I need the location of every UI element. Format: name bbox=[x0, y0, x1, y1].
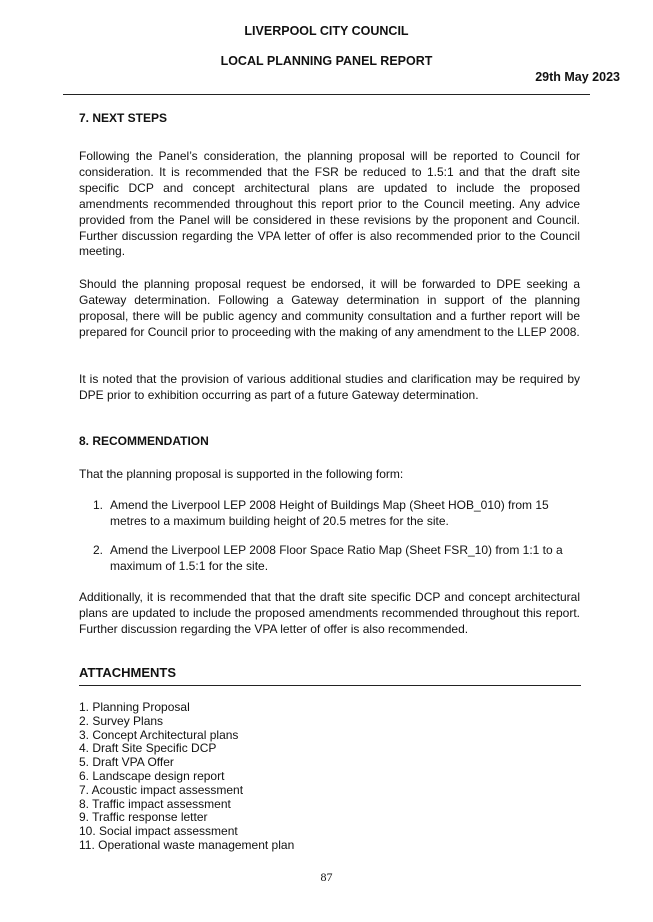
attachments-divider bbox=[79, 685, 581, 686]
page-number: 87 bbox=[320, 870, 333, 884]
list-item: 8. Traffic impact assessment bbox=[79, 796, 231, 811]
list-text: Amend the Liverpool LEP 2008 Floor Space Ratio Map (Sheet FSR_10) from 1:1 to a maximum of 1.5:1 for the site. bbox=[110, 543, 563, 573]
list-number: 2. bbox=[93, 543, 104, 557]
list-item: 4. Draft Site Specific DCP bbox=[79, 741, 217, 756]
header-divider bbox=[63, 94, 590, 95]
list-number: 1. bbox=[93, 498, 104, 512]
list-item: 5. Draft VPA Offer bbox=[79, 755, 174, 770]
list-item: 3. Concept Architectural plans bbox=[79, 727, 239, 742]
list-item: 9. Traffic response letter bbox=[79, 810, 208, 825]
recommendation-heading: 8. RECOMMENDATION bbox=[79, 434, 209, 448]
recommendation-intro: That the planning proposal is supported in the following form: bbox=[79, 467, 404, 481]
report-date: 29th May 2023 bbox=[535, 70, 620, 84]
attachments-heading: ATTACHMENTS bbox=[79, 665, 177, 680]
list-item: 10. Social impact assessment bbox=[79, 824, 238, 839]
list-item: 7. Acoustic impact assessment bbox=[79, 782, 244, 797]
list-item: 11. Operational waste management plan bbox=[79, 837, 295, 852]
list-text: Amend the Liverpool LEP 2008 Height of Buildings Map (Sheet HOB_010) from 15 metres to a maximum building height of 20.5 metres for the site. bbox=[110, 498, 549, 528]
list-item: 6. Landscape design report bbox=[79, 768, 225, 783]
council-name: LIVERPOOL CITY COUNCIL bbox=[244, 24, 409, 38]
next-steps-heading: 7. NEXT STEPS bbox=[79, 111, 168, 125]
next-steps-paragraph-2: Should the planning proposal request be endorsed, it will be forwarded to DPE seeking a Gateway determination. Following a Gateway determination in support of the planning proposal, there will be public agency and community consultation and a further report will be prepared for Council prior to proceeding with the making of any amendment to the LLEP 2008. bbox=[79, 277, 580, 339]
next-steps-paragraph-1: Following the Panel’s consideration, the planning proposal will be reported to Council for consideration. It is recommended that the FSR be reduced to 1.5:1 and that the draft site specific DCP and concept architectural plans are updated to include the proposed amendments recommended throughout this report prior to the Council meeting. Any advice provided from the Panel will be considered in these revisions by the proponent and Council. Further discussion regarding the VPA letter of offer is also recommended prior to the Council meeting. bbox=[79, 149, 580, 259]
report-title: LOCAL PLANNING PANEL REPORT bbox=[220, 54, 433, 68]
next-steps-paragraph-3: It is noted that the provision of various additional studies and clarification may be required by DPE prior to exhibition occurring as part of a future Gateway determination. bbox=[79, 372, 580, 402]
recommendation-item-2 bbox=[93, 542, 573, 574]
list-item: 2. Survey Plans bbox=[79, 713, 164, 728]
recommendation-closing: Additionally, it is recommended that that the draft site specific DCP and concept architectural plans are updated to include the proposed amendments recommended throughout this report. Further discussion regarding the VPA letter of offer is also recommended. bbox=[79, 590, 580, 636]
list-item: 1. Planning Proposal bbox=[79, 700, 190, 714]
attachments-list bbox=[79, 701, 294, 853]
recommendation-item-1 bbox=[93, 497, 573, 529]
